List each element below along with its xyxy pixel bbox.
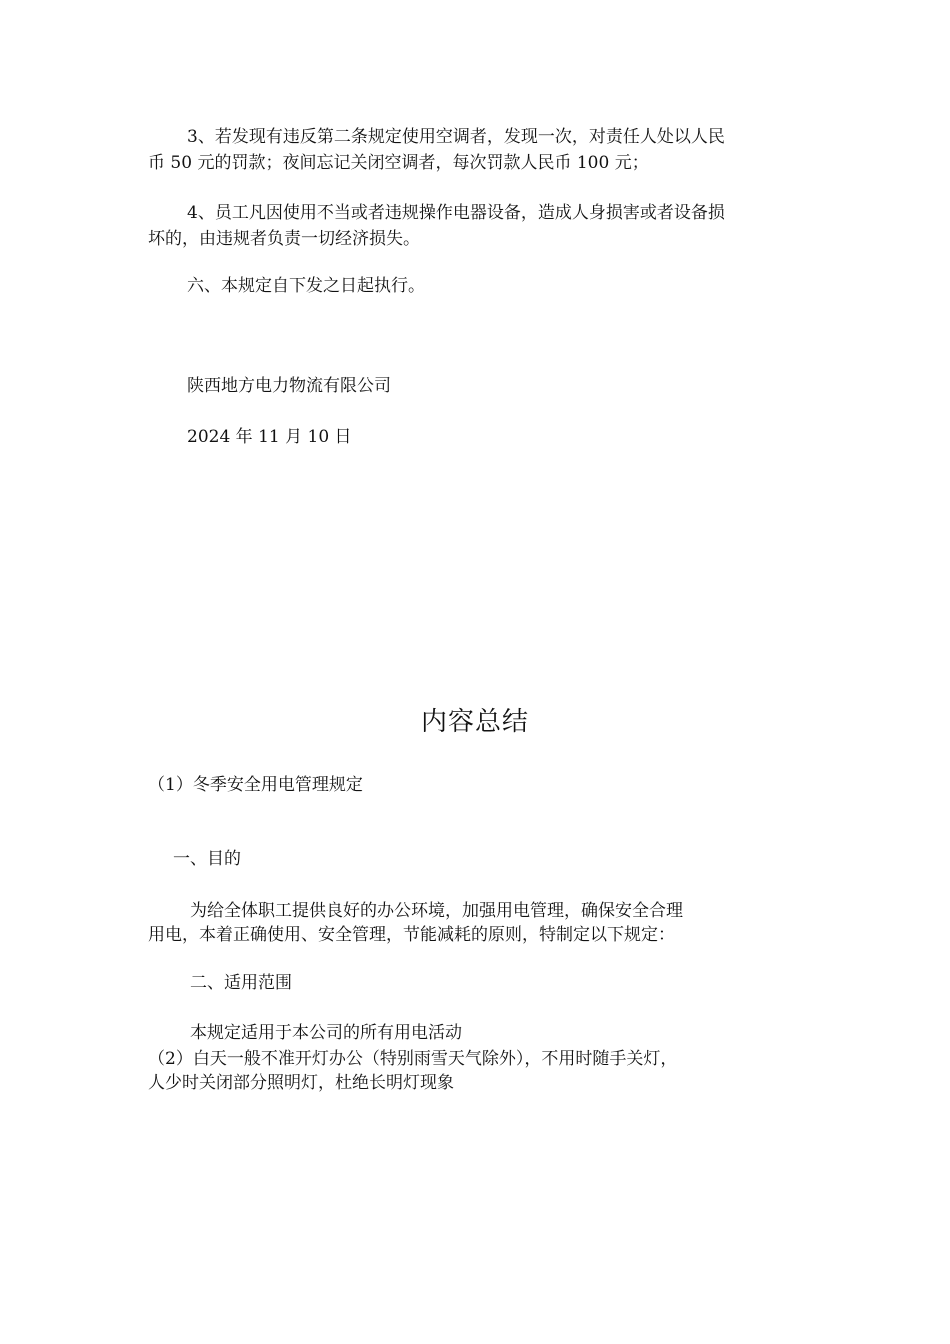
para3-line2: 币 50 元的罚款；夜间忘记关闭空调者，每次罚款人民币 100 元； — [148, 153, 649, 173]
summary-title: 内容总结 — [420, 707, 529, 737]
para4-line2: 坏的，由违规者负责一切经济损失。 — [148, 229, 420, 249]
para3-line1: 3、若发现有违反第二条规定使用空调者，发现一次，对责任人处以人民 — [187, 127, 725, 147]
para6-effective: 六、本规定自下发之日起执行。 — [187, 276, 425, 296]
document-date: 2024 年 11 月 10 日 — [187, 427, 352, 447]
heading-purpose: 一、目的 — [173, 849, 241, 869]
purpose-line1: 为给全体职工提供良好的办公环境，加强用电管理，确保安全合理 — [190, 901, 683, 921]
summary-item-2-line1: （2）白天一般不准开灯办公（特别雨雪天气除外），不用时随手关灯， — [148, 1049, 678, 1069]
company-name: 陕西地方电力物流有限公司 — [187, 376, 391, 396]
heading-scope: 二、适用范围 — [190, 973, 292, 993]
scope-text: 本规定适用于本公司的所有用电活动 — [190, 1023, 462, 1043]
para4-line1: 4、员工凡因使用不当或者违规操作电器设备，造成人身损害或者设备损 — [187, 203, 725, 223]
summary-item-1: （1）冬季安全用电管理规定 — [148, 775, 363, 795]
summary-item-2-line2: 人少时关闭部分照明灯，杜绝长明灯现象 — [148, 1073, 454, 1093]
purpose-line2: 用电，本着正确使用、安全管理，节能减耗的原则，特制定以下规定： — [148, 925, 675, 945]
